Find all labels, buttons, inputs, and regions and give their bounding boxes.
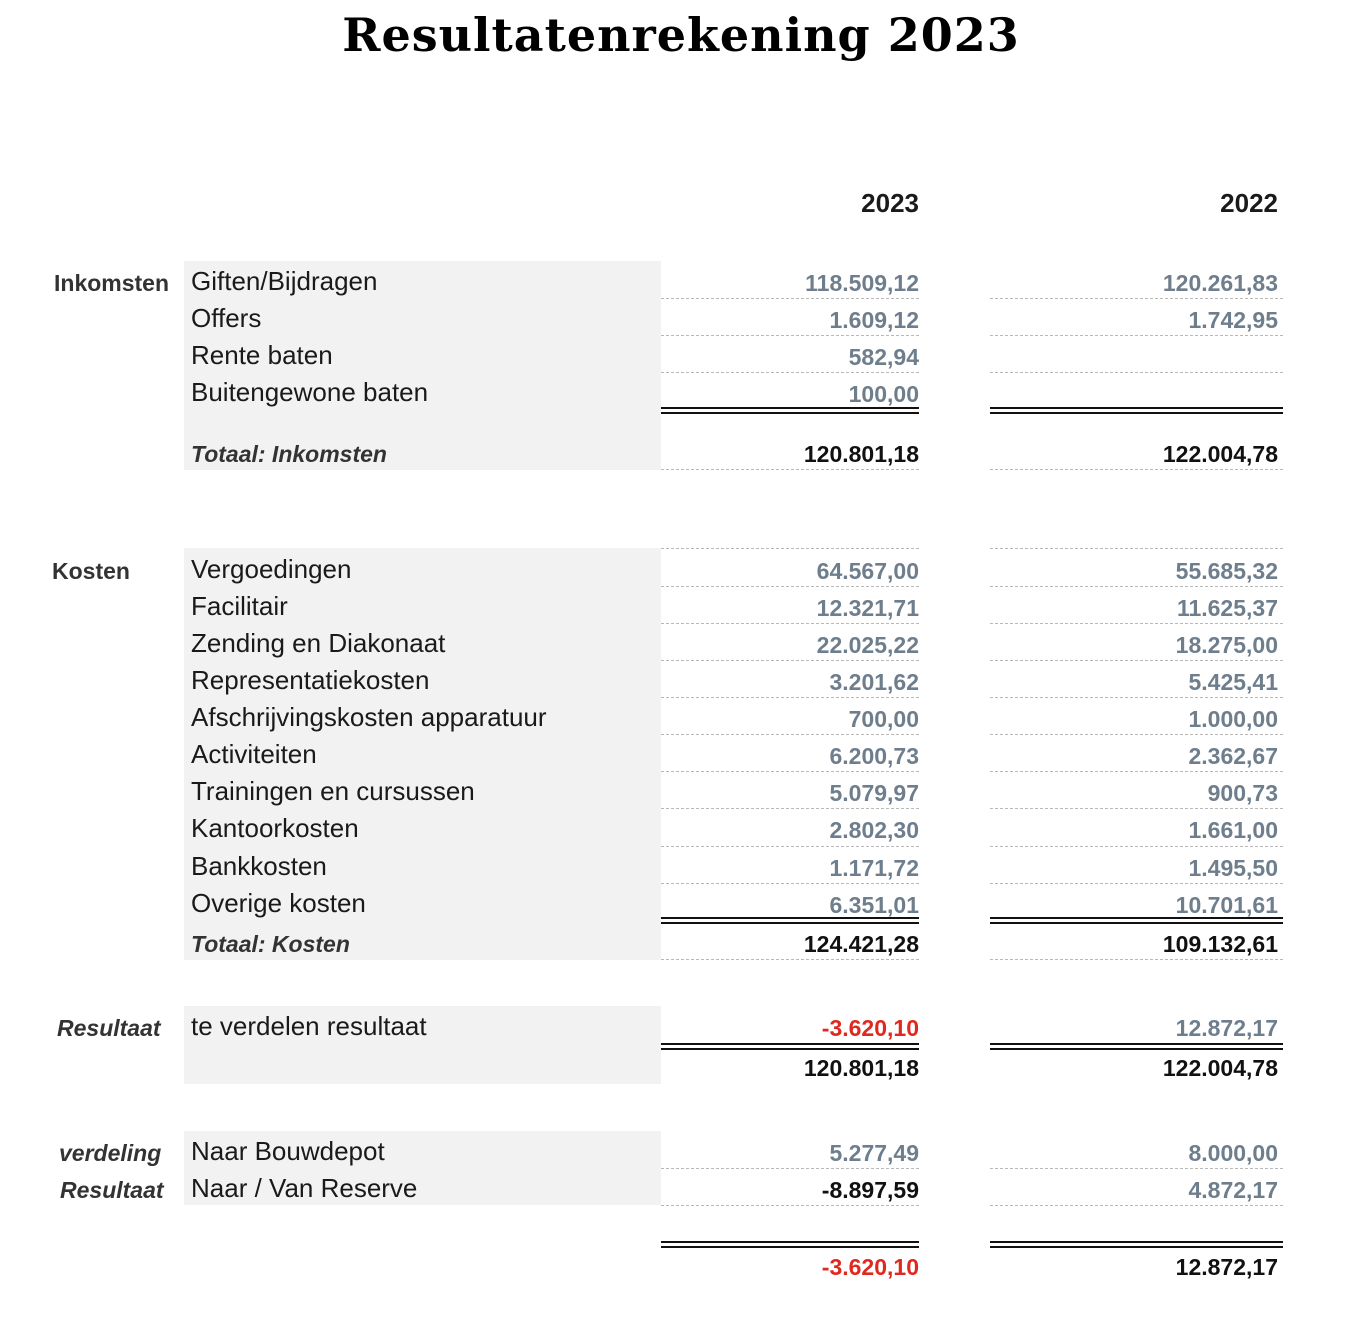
column-header-2022: 2022 <box>1220 188 1278 218</box>
value-2022: 1.661,00 <box>1188 817 1278 843</box>
value-2022: 120.261,83 <box>1162 270 1278 296</box>
section-label-kosten: Kosten <box>52 558 130 584</box>
section-label-inkomsten: Inkomsten <box>54 270 170 296</box>
row-divider <box>661 335 919 336</box>
value-2022: 2.362,67 <box>1188 743 1278 769</box>
value-2022: 5.425,41 <box>1188 669 1278 695</box>
row-label: Naar / Van Reserve <box>191 1173 418 1203</box>
section-label-verdeling-resultaat: Resultaat <box>60 1177 164 1203</box>
value-2022: 10.701,61 <box>1175 892 1278 918</box>
value-2023: 5.277,49 <box>829 1140 919 1166</box>
row-label: Bankkosten <box>191 851 327 881</box>
row-divider <box>661 586 919 587</box>
row-label: Vergoedingen <box>191 554 352 584</box>
row-label: Offers <box>191 303 262 333</box>
total-inkomsten-2023: 120.801,18 <box>803 441 919 467</box>
row-label: Facilitair <box>191 591 288 621</box>
value-2023: 22.025,22 <box>816 632 919 658</box>
total-label-inkomsten: Totaal: Inkomsten <box>191 441 387 467</box>
double-underline <box>661 407 919 414</box>
value-2023: 1.609,12 <box>829 307 919 333</box>
row-divider <box>661 1168 919 1169</box>
value-2022: 1.742,95 <box>1188 307 1278 333</box>
row-divider <box>661 808 919 809</box>
row-divider <box>661 846 919 847</box>
row-divider <box>661 660 919 661</box>
column-header-2023: 2023 <box>861 188 919 218</box>
row-divider <box>990 959 1283 960</box>
value-2022: 18.275,00 <box>1175 632 1278 658</box>
value-2022: 4.872,17 <box>1188 1177 1278 1203</box>
double-underline <box>990 407 1283 414</box>
row-divider <box>990 469 1283 470</box>
resultaat-2023: -3.620,10 <box>821 1015 919 1041</box>
value-2023: 582,94 <box>848 344 919 370</box>
row-label: Activiteiten <box>191 739 317 769</box>
row-divider <box>661 959 919 960</box>
row-divider <box>990 697 1283 698</box>
row-divider <box>661 771 919 772</box>
verdeling-total-2023: -3.620,10 <box>821 1254 919 1280</box>
row-divider <box>661 734 919 735</box>
row-divider <box>990 335 1283 336</box>
row-divider <box>990 660 1283 661</box>
page-title: Resultatenrekening 2023 <box>342 8 1020 62</box>
row-divider <box>990 586 1283 587</box>
row-divider <box>661 298 919 299</box>
row-divider <box>661 883 919 884</box>
row-label: Rente baten <box>191 340 333 370</box>
row-divider <box>990 771 1283 772</box>
value-2023: 700,00 <box>848 706 919 732</box>
total-kosten-2023: 124.421,28 <box>803 931 919 957</box>
row-label: Trainingen en cursussen <box>191 776 475 806</box>
total-kosten-2022: 109.132,61 <box>1162 931 1278 957</box>
double-underline <box>990 1043 1283 1050</box>
row-divider <box>661 372 919 373</box>
row-divider <box>990 623 1283 624</box>
row-divider <box>990 1168 1283 1169</box>
row-label: Buitengewone baten <box>191 377 429 407</box>
row-label: Zending en Diakonaat <box>191 628 446 658</box>
row-label: te verdelen resultaat <box>191 1011 427 1041</box>
value-2022: 11.625,37 <box>1176 595 1278 621</box>
row-divider <box>990 548 1283 549</box>
row-label: Representatiekosten <box>191 665 430 695</box>
value-2023: 5.079,97 <box>829 780 919 806</box>
row-divider <box>990 734 1283 735</box>
row-divider <box>990 1205 1283 1206</box>
row-label: Overige kosten <box>191 888 366 918</box>
row-label: Kantoorkosten <box>191 813 359 843</box>
row-divider <box>661 548 919 549</box>
value-2022: 8.000,00 <box>1188 1140 1278 1166</box>
section-label-verdeling: verdeling <box>59 1140 162 1166</box>
value-2022: 55.685,32 <box>1175 558 1278 584</box>
value-2022: 900,73 <box>1207 780 1278 806</box>
value-2023: 100,00 <box>848 381 919 407</box>
value-2023: 6.351,01 <box>829 892 919 918</box>
value-2023: 2.802,30 <box>829 817 919 843</box>
double-underline <box>661 917 919 924</box>
row-divider <box>661 1205 919 1206</box>
value-2023: 12.321,71 <box>816 595 919 621</box>
row-divider <box>990 808 1283 809</box>
row-divider <box>990 298 1283 299</box>
resultaat-sum-2023: 120.801,18 <box>803 1055 919 1081</box>
double-underline <box>990 917 1283 924</box>
section-label-resultaat: Resultaat <box>57 1015 161 1041</box>
row-divider <box>990 883 1283 884</box>
resultaat-2022: 12.872,17 <box>1175 1015 1278 1041</box>
value-2023: 1.171,72 <box>829 855 919 881</box>
double-underline <box>661 1043 919 1050</box>
resultaat-sum-2022: 122.004,78 <box>1162 1055 1278 1081</box>
value-2022: 1.495,50 <box>1188 855 1278 881</box>
row-divider <box>661 623 919 624</box>
row-divider <box>661 469 919 470</box>
double-underline <box>990 1241 1283 1248</box>
verdeling-total-2022: 12.872,17 <box>1175 1254 1278 1280</box>
value-2023: 64.567,00 <box>816 558 919 584</box>
value-2023: 3.201,62 <box>829 669 919 695</box>
value-2023: -8.897,59 <box>821 1177 919 1203</box>
total-label-kosten: Totaal: Kosten <box>191 931 350 957</box>
row-divider <box>661 697 919 698</box>
value-2023: 6.200,73 <box>829 743 919 769</box>
total-inkomsten-2022: 122.004,78 <box>1162 441 1278 467</box>
double-underline <box>661 1241 919 1248</box>
row-label: Afschrijvingskosten apparatuur <box>191 702 547 732</box>
row-label: Giften/Bijdragen <box>191 266 378 296</box>
row-label: Naar Bouwdepot <box>191 1136 385 1166</box>
row-divider <box>990 846 1283 847</box>
value-2023: 118.509,12 <box>805 270 919 296</box>
row-divider <box>990 372 1283 373</box>
value-2022: 1.000,00 <box>1188 706 1278 732</box>
